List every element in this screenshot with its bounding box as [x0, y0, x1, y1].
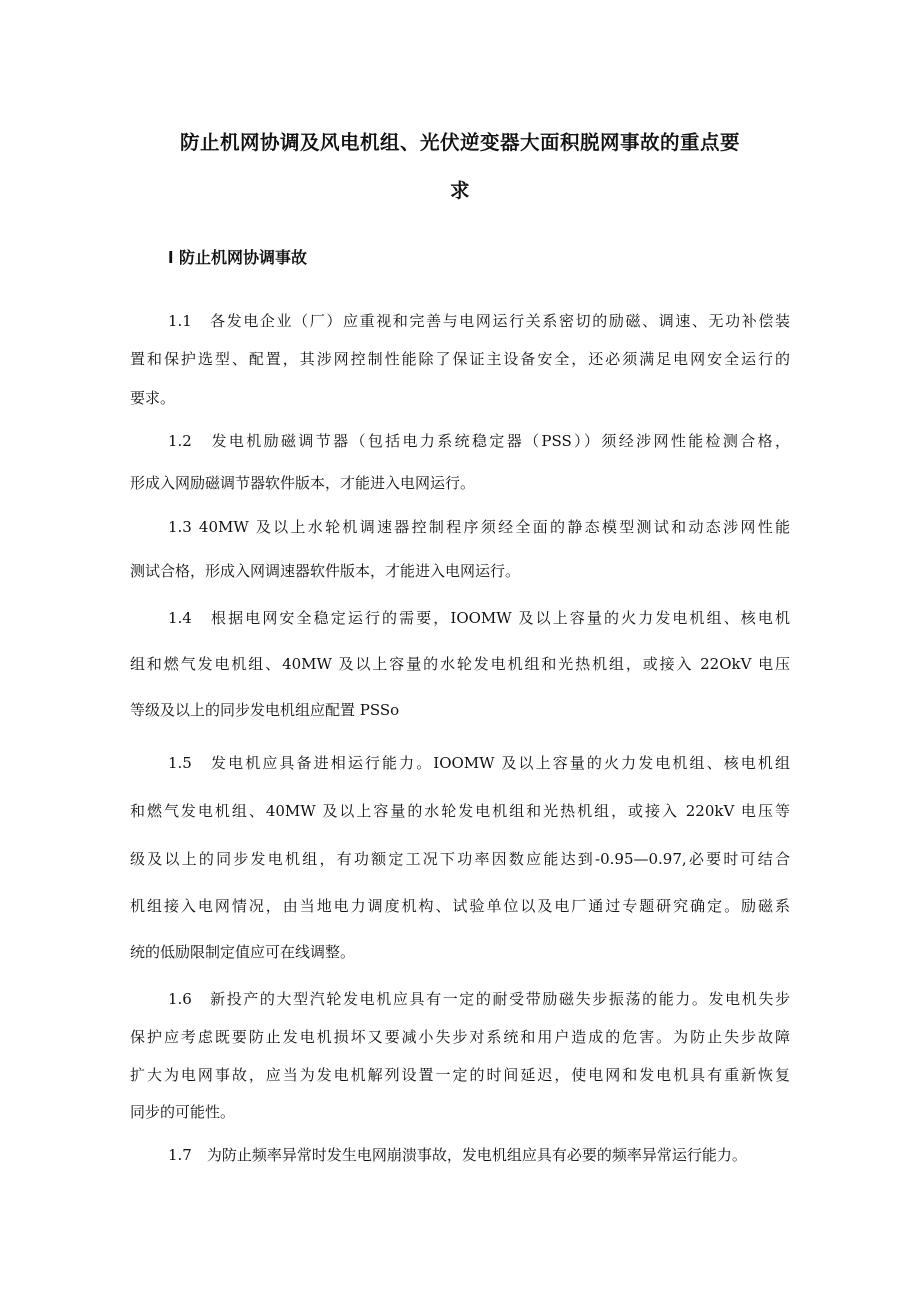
paragraph-line: 级及以上的同步发电机组，有功额定工况下功率因数应能达到-0.95—0.97,必要时可结合 — [130, 850, 790, 868]
paragraph-line: 1.7 为防止频率异常时发生电网崩溃事故，发电机组应具有必要的频率异常运行能力。 — [168, 1146, 747, 1164]
paragraph-line: 1.2 发电机励磁调节器（包括电力系统稳定器（PSS））须经涉网性能检测合格， — [168, 432, 790, 450]
paragraph-line: 1.1 各发电企业（厂）应重视和完善与电网运行关系密切的励磁、调速、无功补偿装 — [168, 312, 790, 330]
paragraph-line: 扩大为电网事故，应当为发电机解列设置一定的时间延迟，使电网和发电机具有重新恢复 — [130, 1066, 790, 1084]
paragraph-line: 形成入网励磁调节器软件版本，才能进入电网运行。 — [130, 474, 476, 492]
paragraph-line: 统的低励限制定值应可在线调整。 — [130, 943, 356, 961]
document-title-line-1: 防止机网协调及风电机组、光伏逆变器大面积脱网事故的重点要 — [179, 131, 740, 154]
paragraph-line: 和燃气发电机组、40MW 及以上容量的水轮发电机组和光热机组，或接入 220kV 电压等 — [130, 802, 790, 820]
paragraph-line: 1.6 新投产的大型汽轮发电机应具有一定的耐受带励磁失步振荡的能力。发电机失步 — [168, 990, 790, 1008]
paragraph-line: 1.3 40MW 及以上水轮机调速器控制程序须经全面的静态模型测试和动态涉网性能 — [168, 518, 790, 536]
section-heading: l 防止机网协调事故 — [168, 248, 308, 267]
paragraph-line: 置和保护选型、配置，其涉网控制性能除了保证主设备安全，还必须满足电网安全运行的 — [130, 350, 790, 368]
paragraph-line: 等级及以上的同步发电机组应配置 PSSo — [130, 701, 400, 719]
document-title-line-2: 求 — [449, 179, 470, 202]
paragraph-line: 要求。 — [130, 389, 176, 407]
paragraph-line: 保护应考虑既要防止发电机损坏又要减小失步对系统和用户造成的危害。为防止失步故障 — [130, 1028, 790, 1046]
paragraph-line: 1.4 根据电网安全稳定运行的需要，IOOMW 及以上容量的火力发电机组、核电机 — [168, 609, 790, 627]
paragraph-line: 1.5 发电机应具备进相运行能力。IOOMW 及以上容量的火力发电机组、核电机组 — [168, 754, 790, 772]
paragraph-line: 同步的可能性。 — [130, 1103, 236, 1121]
paragraph-line: 机组接入电网情况，由当地电力调度机构、试验单位以及电厂通过专题研究确定。励磁系 — [130, 897, 790, 915]
paragraph-line: 组和燃气发电机组、40MW 及以上容量的水轮发电机组和光热机组，或接入 22OkV 电压 — [130, 655, 790, 673]
paragraph-line: 测试合格，形成入网调速器软件版本，才能进入电网运行。 — [130, 562, 521, 580]
